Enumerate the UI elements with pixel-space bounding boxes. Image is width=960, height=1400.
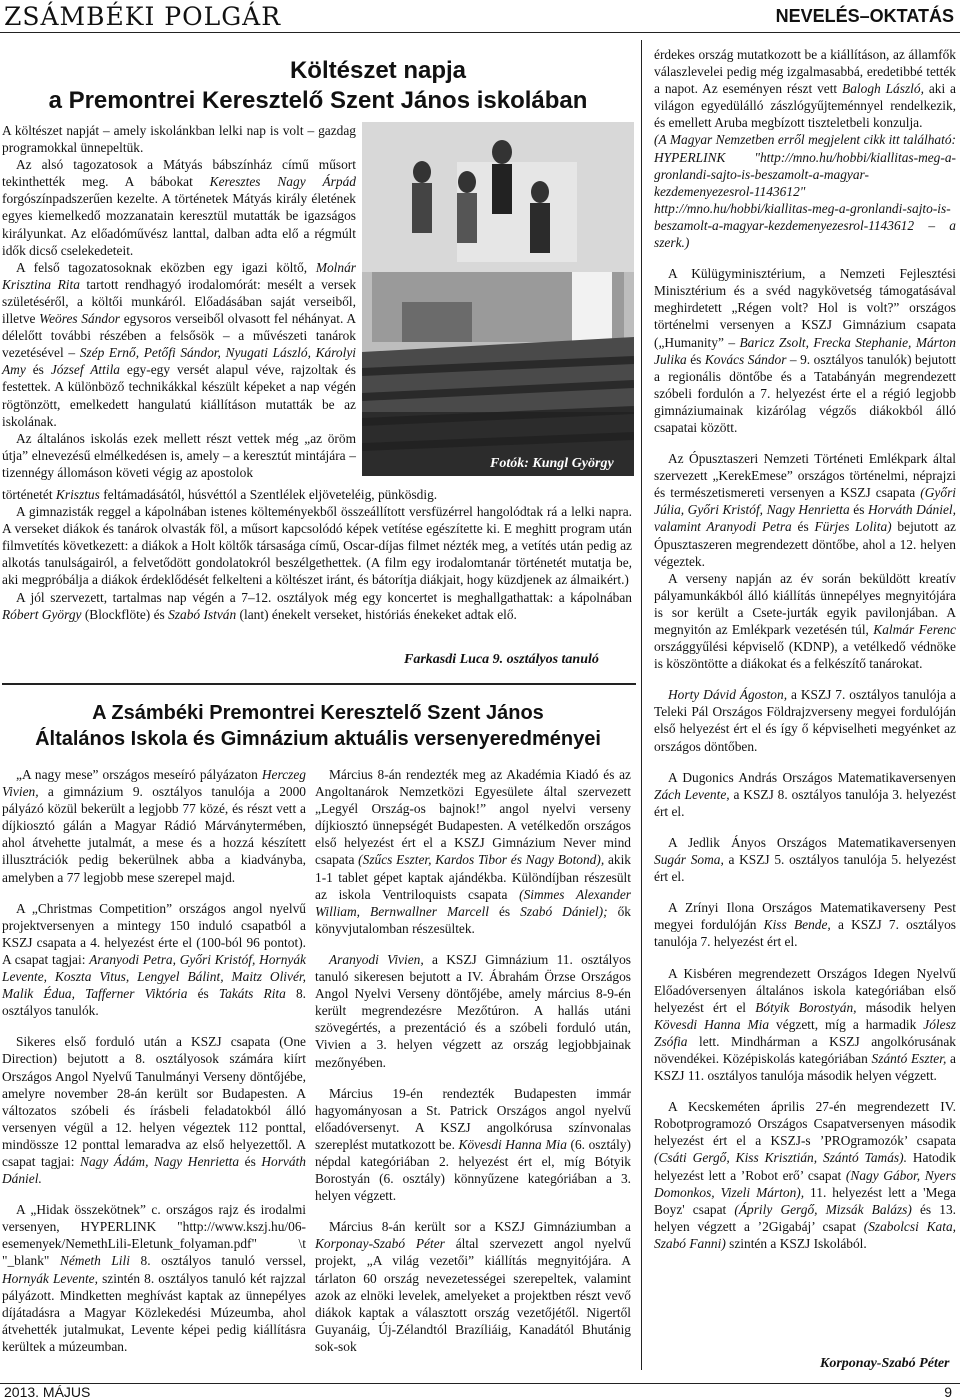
paragraph: A gimnazisták reggel a kápolnában istenes költeményekből összeállított versfüzérrel hangolódtak rá a lelki napra. A verseket diákok és tanárok olvasták föl, a műsort kapcsolódó képek vetítése egészítette ki. E meghitt program után filmvetítés következett: a diákok a Holt költők társasága című, Oscar-díjas filmet nézték meg, a vetítés után pedig az alkotás tanulságairól, a felvetődött gondolatokról beszélgethettek. (A film egy irodalomtanár történetét mutatja be, aki megpróbálja a diákok érdeklődését felkelteni a költészet iránt, és bátorítja diákjait, hogy küzdjenek az álmaikért.)	[2, 504, 632, 588]
article2-title: A Zsámbéki Premontrei Keresztelő Szent János Általános Iskola és Gimnázium aktuális versenyeredményei	[35, 702, 601, 750]
article2-col2	[315, 766, 631, 1355]
article1-signature: Farkasdi Luca 9. osztályos tanuló	[404, 652, 599, 667]
paragraph: A Jedlik Ányos Országos Matematikaversenyen Sugár Soma, a KSZJ 5. osztályos tanulója 5. helyezést ért el.	[654, 834, 956, 885]
paragraph: Az általános iskolás ezek mellett részt vettek még „az öröm útja” elnevezésű elmélkedésen is, amely – a keresztút mintájára – tizennégy állomáson követi végig az apostolok	[2, 430, 356, 480]
article1-title: Költészet napja a Premontrei Keresztelő Szent János iskolában	[48, 57, 588, 114]
paragraph: Az Ópusztaszeri Nemzeti Történeti Emlékpark által szervezett „KerekEmese” országos történelmi, néprajzi és természetismereti versenyen a KSZJ csapata (Győri Júlia, Győri Kristóf, Nagy Henrietta és Horváth Dániel, valamint Aranyodi Petra és Fürjes Lolita) bejutott az Ópusztaszeren megrendezett döntőbe, ahol a 12. helyen végeztek.	[654, 451, 956, 569]
paragraph: A költészet napját – amely iskolánkban lelki nap is volt – gazdag programokkal ünnepeltük.	[2, 123, 356, 156]
paragraph: A Zrínyi Ilona Országos Matematikaverseny Pest megyei fordulóján Kiss Bende, a KSZJ 7. osztályos tanulója 7. helyezést ért el.	[654, 900, 956, 950]
publication-name: ZSÁMBÉKI POLGÁR	[4, 2, 282, 31]
paragraph: A Kecskeméten április 27-én megrendezett IV. Robotprogramozó Országos Csapatversenyen második helyezést ért el a KSZJ-s ’PROgramozók’ csapata (Csáti Gergő, Kiss Krisztián, Szántó Tamás). Hatodik helyezést lett a ’Robot erő’ csapat (Nagy Gábor, Nyers Domonkos, Vizeli Márton), 11. helyezést lett a 'Mega Boyz' csapat (Áprily Gergő, Mizsák Balázs) és 13. helyen végzett a ’2Gigabáj’ csapat (Szabolcsi Kata, Szabó Fanni) szintén a KSZJ Iskolából.	[654, 1099, 956, 1251]
footer-rule	[0, 1383, 960, 1384]
paragraph: Március 8-án rendezték meg az Akadémia Kiadó és az Angoltanárok Nemzetközi Egyesülete által szervezett „Legyél Ország-os bajnok!” angol nyelvi verseny díjkiosztó ünnepségét Budapesten. A vetélkedőn országos első helyezést ért el a KSZJ Gimnázium Never mind csapata (Szűcs Eszter, Kardos Tibor és Nagy Botond), akik 1-1 tablet gépet kaptak ajándékba. Különdíjban részesült az iskola Ventriloquists csapata (Simmes Alexander William, Bernwallner Marcell és Szabó Dániel); ők könyvjutalomban részesültek.	[315, 767, 632, 936]
paragraph: A „Hidak összekötnek” c. országos rajz és irodalmi versenyen, HYPERLINK "http://www.kszj.hu/06-esemenyek/NemethLili-Eletunk_folyaman.pdf" \t "_blank" Németh Lili 8. osztályos tanuló verssel, Hornyák Levente, szintén 8. osztályos tanuló két rajzzal pályázott. Mindketten meghívást kaptak az ünnepélyes díjátadásra a Magyar Közlekedési Múzeumba, ahol átvehették jutalmukat, Levente képei pedig kiállításra kerültek a múzeumban.	[2, 1202, 306, 1354]
paragraph: A jól szervezett, tartalmas nap végén a 7–12. osztályok még egy koncertet is meghallgathattak: a kápolnában Róbert György (Blockflöte) és Szabó István (lant) énekelt verseket, históriás énekeket adtak elő.	[2, 589, 632, 622]
paragraph: A „Christmas Competition” országos angol nyelvű projektversenyen a mintegy 150 induló csapatból a KSZJ csapata a 4. helyezést érte el (100-ból 96 pontot). A csapat tagjai: Aranyodi Petra, Győri Kristóf, Hornyák Levente, Koszta Vitus, Lengyel Bálint, Maitz Olivér, Malik Édua, Tafferner Viktória és Takáts Rita 8. osztályos tanulók.	[2, 900, 307, 1019]
photo-credit: Fotók: Kungl György	[490, 456, 614, 471]
paragraph: A felső tagozatosoknak eközben egy igazi költő, Molnár Krisztina Rita tartott rendhagyó irodalomórát: mesélt a versek születéséről, a költői munkáról. Előadásában saját verseiből, illetve Weöres Sándor egysoros verseiből olvasott fel néhányat. A délelőtt további részében a felsősök – a művészeti tanárok vezetésével – Szép Ernő, Petőfi Sándor, Nyugati László, Károlyi Amy és József Attila egy-egy versét alapul véve, rajzoltak és festettek. A különböző technikákkal készült képeket a nap végén rögtönzött, emelkedett hangulatú kiállításon mutatták be az iskolának.	[2, 259, 357, 429]
paragraph: Március 19-én rendezték Budapesten immár hagyományosan a St. Patrick Országos angol nyelvű előadóversenyt. A KSZJ angolkórusa színvonalas szereplést mutatkozott be. Kövesdi Hanna Mia (6. osztály) népdal kategóriában 2. helyezést ért el, míg Bótyik Borostyán (6. osztály) könnyűzene kategóriában a 3. helyen végzett.	[315, 1085, 631, 1204]
article1-body-bottom	[2, 486, 632, 623]
paragraph: A verseny napján az év során beküldött kreatív pályamunkákból álló kiállítás ünnepélyes megnyitójára is sor került a Csete-jurták egyik pavilonjában. A megnyitón az Emlékpark vezetésén túl, Kalmár Ferenc országgyűlési képviselő (KDNP), a vetélkedő védnöke is köszöntötte a diákokat és a felkészítő tanárokat.	[654, 570, 956, 672]
paragraph: A Dugonics András Országos Matematikaversenyen Zách Levente, a KSZJ 8. osztályos tanulója 3. helyezést ért el.	[654, 769, 956, 819]
paragraph: Aranyodi Vivien, a KSZJ Gimnázium 11. osztályos tanuló sikeresen bejutott a IV. Ábrahám Örzse Országos Angol Nyelvi Verseny döntőjébe, amely március 8-9-én került megrendezésre Mezőtúron. A hallás utáni szövegértés, a prezentáció és a szóbeli forduló után, Vivien a 3. helyen végzett az ország legjobbjainak mezőnyében.	[315, 951, 631, 1070]
page-number: 9	[944, 1384, 952, 1400]
section-name: NEVELÉS–OKTATÁS	[775, 6, 954, 26]
column-separator	[641, 40, 642, 1370]
article2-col3	[654, 46, 956, 1252]
issue-date: 2013. MÁJUS	[4, 1384, 91, 1400]
paragraph: Sikeres első forduló után a KSZJ csapata (One Direction) bejutott a 8. osztályosok számára kiírt Országos Angol Nyelvű Tanulmányi Verseny döntőjébe, amelyre november 28-án került sor Budapesten. A változatos szóbeli és írásbeli feladatokból álló versenyen végül a 12. helyen végeztek 112 ponttal, mindössze 12 ponttal lemaradva az első helyezettől. A csapat tagjai: Nagy Ádám, Nagy Henrietta és Horváth Dániel.	[2, 1034, 306, 1187]
paragraph: Az alsó tagozatosok a Mátyás bábszínház című műsort tekinthették meg. A bábokat Keresztes Nagy Árpád forgószínpadszerűen kezelte. A történetek Mátyás király életének egyes kiemelkedő mozzanatain keresztül mutatták be igazságos királyunkat. Az előadóművész lanttal, dalban adta elő a régmúlt idők dicső cselekedeteit.	[2, 157, 356, 258]
header-rule	[0, 32, 960, 33]
paragraph: Horty Dávid Ágoston, a KSZJ 7. osztályos tanulója a Teleki Pál Országos Földrajzverseny megyei fordulóján első helyezést ért el és így ő képviselheti megyénket az országos döntőben.	[654, 687, 957, 754]
paragraph: A Kisbéren megrendezett Országos Idegen Nyelvű Előadóversenyen általános iskola kategóriában első helyezést ért el Bótyik Borostyán, második helyen Kövesdi Hanna Mia végzett, míg a harmadik Jólesz Zsófia lett. Mindhárman a KSZJ angolkórusának növendékei. Középiskolás kategóriában Szántó Eszter, a KSZJ 11. osztályos tanulója második helyen végzett.	[654, 965, 957, 1084]
paragraph: történetét Krisztus feltámadásától, húsvéttól a Szentlélek eljöveteléig, pünkösdig.	[2, 487, 438, 502]
article2-signature: Korponay-Szabó Péter	[820, 1356, 950, 1371]
article-divider	[2, 683, 636, 685]
paragraph: Március 8-án került sor a KSZJ Gimnáziumban a Korponay-Szabó Péter által szervezett angol nyelvű projekt, „A világ vezetői” kiállítás megnyitójára. A tárlaton 60 ország nevezetességei szerepeltek, valamint azok az elnöki levelek, amelyeket a projektben részt vevő diákok kaptak a választott ország vezetőjétől. Nigertől Guyanáig, Új-Zélandtól Brazíliáig, Kanadától Bhutánig sok-sok	[315, 1219, 631, 1354]
page-header	[0, 0, 960, 32]
paragraph: „A nagy mese” országos meseíró pályázaton Herczeg Vivien, a gimnázium 9. osztályos tanulója a 2000 pályázó közül bekerült a legjobb 77 közé, és részt vett a díjkiosztó gálán a Magyar Rádió Márványtermében, ahol átvehette jutalmát, a mese és a hozzá készített illusztrációk pedig bekerülnek abba a kiadványba, amelyben a 77 legjobb mese szerepel majd.	[2, 767, 306, 885]
paragraph: érdekes ország mutatkozott be a kiállításon, az államfők válaszlevelei pedig még izgalmasabbá, eredetibbé tették a napot. Az eseményen részt vett Balogh László, aki a világon egyedülálló zászlógyűjteménnyel rendelkezik, és emellett Aruba megbízott tiszteletbeli konzulja.	[654, 47, 956, 131]
paragraph: A Külügyminisztérium, a Nemzeti Fejlesztési Minisztérium és a svéd nagykövetség támogatásával meghirdetett „Régen volt? Hol is volt?” országos történelmi versenyen a KSZJ Gimnázium csapata („Humanity” – Baricz Zsolt, Frecka Stephanie, Márton Julika és Kovács Sándor – 9. osztályos tanulók) bejutott a regionális döntőbe és a Tatabányán megrendezett szóbeli fordulón a 7. helyezést érte el a régió legjobb gimnáziumainak kizárólag végzős diákokból álló csapatai között.	[654, 266, 956, 435]
paragraph: (A Magyar Nemzetben erről megjelent cikk itt található: HYPERLINK "http://mno.hu/hobbi/kiallitas-meg-a-gronlandi-sajto-is-beszamolt-a-magyar-kezdemenyezesrol-1143612" http://mno.hu/hobbi/kiallitas-meg-a-gronlandi-sajto-is-beszamolt-a-magyar-kezdemenyezesrol-1143612 – a szerk.)	[654, 132, 956, 251]
article1-body-top	[2, 122, 356, 481]
classroom-photo	[362, 122, 634, 476]
article2-col1	[2, 766, 306, 1355]
